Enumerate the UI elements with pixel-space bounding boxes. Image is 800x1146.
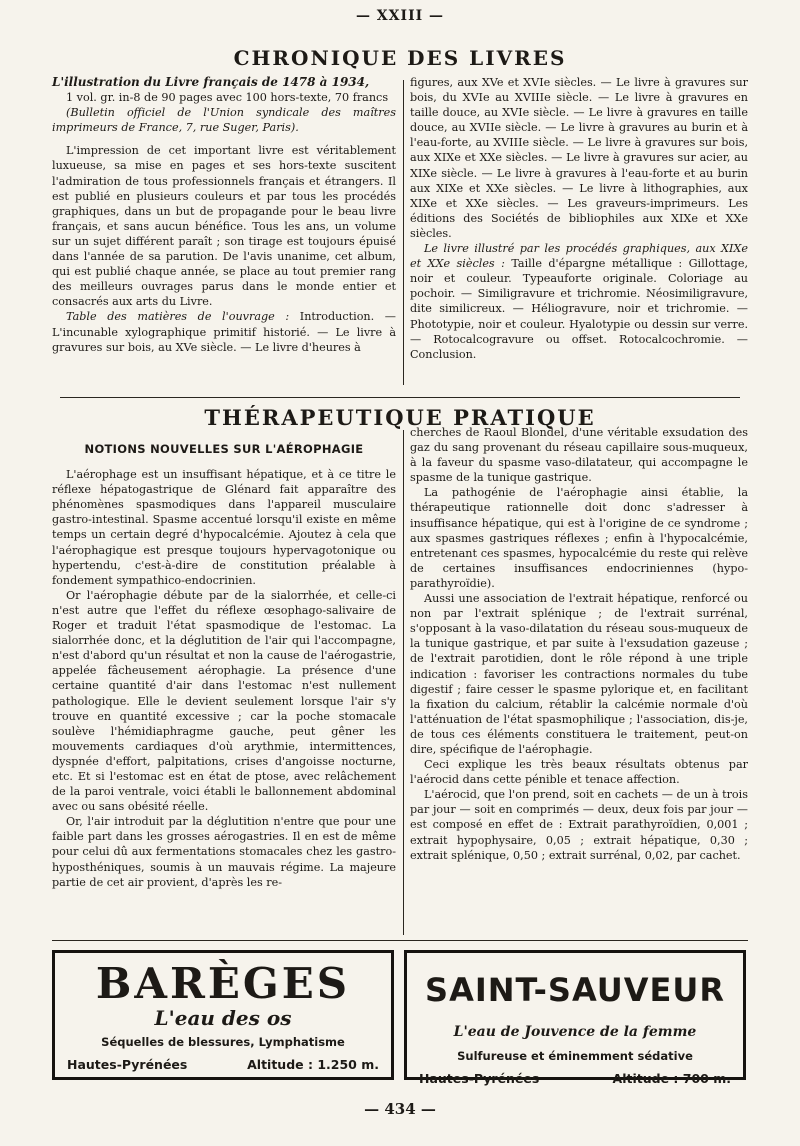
therapeutique-title: THÉRAPEUTIQUE PRATIQUE — [204, 405, 596, 430]
bareges-name: BARÈGES — [95, 959, 351, 1008]
book-title: L'illustration du Livre français de 1478 à 1934, — [52, 75, 370, 89]
ads-rule — [52, 940, 748, 941]
article-paragraph: Aussi une association de l'extrait hépatique, renforcé ou non par l'extrait splénique ; de l'extrait surrénal, s'opposant à la vaso-dilatation du réseau sous-muqueux de la tunique gastrique, et par suite à l'exsudation gazeuse ; de l'extrait parotidien, dont le rôle répond à une triple indication : favoriser les contractions normales du tube digestif ; faire cesser le spasme pylorique et, en facilitant la fixation du calcium, rétablir la calcémie normale d'où l'atténuation de l'état spasmophilique ; l'association, dis-je, de tous ces éléments constituera le traitement, peut-on dire, spécifique de l'aérophagie. — [410, 592, 748, 756]
chronique-title: CHRONIQUE DES LIVRES — [233, 46, 567, 70]
bareges-location-row — [55, 1057, 391, 1072]
column-divider — [403, 430, 404, 935]
book-details: 1 vol. gr. in-8 de 90 pages avec 100 hors-texte, 70 francs — [66, 91, 389, 105]
toc2-text: Taille d'épargne métallique : Gillottage, noir et couleur. Typeauforte originale. Coloriage au pochoir. — Similigravure et trichromie. Néosimiligravure, dite similicreux. — Héliogravure, noir et trichromie. — Phototypie, noir et couleur. Hyalotypie ou dessin sur verre. — Rotocalcogravure ou offset. Rotocalcochromie. — Conclusion. — [410, 257, 748, 361]
article-paragraph: La pathogénie de l'aérophagie ainsi établie, la thérapeutique rationnelle doit donc s'adresser à insuffisance hépatique, qui est à l'origine de ce syndrome ; aux spasmes gastriques réflexes ; enfin à l'hypocalcémie, entretenant ces spasmes, hypocalcémie du reste qui relève de certaines insuffisances endocriniennes (hypo-parathyroïdie). — [410, 486, 748, 590]
article-paragraph: L'aérocid, que l'on prend, soit en cachets — de un à trois par jour — soit en comprimés — deux, deux fois par jour — est composé en effet de : Extrait parathyroïdien, 0,001 ; extrait hypophysaire, 0,05 ; extrait hépatique, 0,30 ; extrait splénique, 0,50 ; extrait surrénal, 0,02, par cachet. — [410, 788, 748, 862]
saint-sauveur-name: SAINT-SAUVEUR — [425, 971, 725, 1009]
column-divider — [403, 80, 404, 385]
bareges-region: Hautes-Pyrénées — [67, 1057, 188, 1072]
toc-text-right: figures, aux XVe et XVIe siècles. — Le livre à gravures sur bois, du XVIe au XVIIIe siècle. — Le livre à gravures en taille douce, au XVIe siècle. — Le livre à gravures en taille douce, au XVIIe siècle. — Le livre à gravures au burin et à l'eau-forte, au XVIIIe siècle. — Le livre à gravures sur bois, aux XIXe et XXe siècles. — Le livre à gravures sur acier, au XIXe siècle. — Le livre à gravures à l'eau-forte et au burin aux XIXe et XXe siècles. — Le livre à lithographies, aux XIXe et XXe siècles. — Les graveurs-imprimeurs. Les éditions des Sociétés de bibliophiles aux XIXe et XXe siècles. — [410, 76, 748, 240]
roman-folio: — XXIII — — [355, 8, 445, 24]
toc-label: Table des matières de l'ouvrage : — [66, 310, 290, 324]
book-source: (Bulletin officiel de l'Union syndicale des maîtres imprimeurs de France, 7, rue Suger, Paris). — [52, 106, 396, 135]
page-number: — 434 — — [364, 1100, 436, 1118]
saint-sauveur-altitude: Altitude : 700 m. — [612, 1071, 731, 1086]
bareges-slogan: L'eau des os — [154, 1006, 292, 1030]
article-paragraph: cherches de Raoul Blondel, d'une véritable exsudation des gaz du sang provenant du réseau capillaire sous-muqueux, à la faveur du spasme vaso-dilatateur, qui accompagne le spasme de la tunique gastrique. — [410, 426, 748, 485]
article-paragraph: Or, l'air introduit par la déglutition n'entre que pour une faible part dans les grosses aérogastries. Il en est de même pour celui dû aux fermentations stomacales chez les gastro-hyposthéniques, soumis à un mauvais régime. La majeure partie de cet air provient, d'après les re- — [52, 815, 396, 889]
article-paragraph: Ceci explique les très beaux résultats obtenus par l'aérocid dans cette pénible et tenace affection. — [410, 758, 748, 787]
article-subtitle: NOTIONS NOUVELLES SUR L'AÉROPHAGIE — [84, 442, 364, 456]
saint-sauveur-indications: Sulfureuse et éminemment sédative — [457, 1049, 693, 1063]
section-rule — [60, 397, 740, 398]
article-paragraph: Or l'aérophagie débute par de la sialorrhée, et celle-ci n'est autre que l'effet du réflexe œsophago-salivaire de Roger et traduit l'état spasmodique de l'estomac. La sialorrhée donc, et la déglutition de l'air qui l'accompagne, n'est d'abord qu'un résultat et non la cause de l'aérogastrie, appelée fâcheusement aérophagie. La présence d'une certaine quantité d'air dans l'estomac n'est nullement pathologique. Elle le devient seulement lorsque l'air s'y trouve en quantité excessive ; car la poche stomacale soulève l'hémidiaphragme gauche, peut gêner les mouvements cardiaques d'où arythmie, intermittences, dyspnée d'effort, palpitations, crises d'angoisse nocturne, etc. Et si l'estomac est en état de ptose, avec relâchement de la paroi ventrale, voici établi le ballonnement abdominal avec ou sans obésité réelle. — [52, 588, 396, 814]
toc-text-left: Introduction. — L'incunable xylographique primitif historié. — Le livre à gravures sur bois, au XVe siècle. — Le livre d'heures à — [52, 310, 396, 354]
therapeutique-left-column — [52, 442, 396, 890]
bareges-indications: Séquelles de blessures, Lymphatisme — [101, 1035, 345, 1049]
saint-sauveur-advertisement — [404, 950, 746, 1086]
therapeutique-right-column — [410, 425, 748, 863]
chronique-left-column — [52, 75, 396, 355]
bareges-advertisement — [52, 950, 394, 1080]
article-paragraph: L'aérophage est un insuffisant hépatique, et à ce titre le réflexe hépatogastrique de Glénard fait apparaître des phénomènes spasmodiques dans l'appareil musculaire gastro-intestinal. Spasme accentué lorsqu'il existe en même temps un certain degré d'hypocalcémie. Ajoutez à cela que l'aérophagique est presque toujours hypervagotonique ou hypertendu, c'est-à-dire de constitution préalable à fondement sympathico-endocrinien. — [52, 468, 396, 587]
saint-sauveur-location-row — [407, 1071, 743, 1086]
chronique-right-column — [410, 75, 748, 362]
bareges-altitude: Altitude : 1.250 m. — [247, 1057, 379, 1072]
saint-sauveur-region: Hautes-Pyrénées — [419, 1071, 540, 1086]
saint-sauveur-slogan: L'eau de Jouvence de la femme — [453, 1024, 697, 1040]
toc2-label: Le livre illustré par les procédés graphiques, aux XIXe et XXe siècles : — [410, 242, 748, 271]
chronique-paragraph: L'impression de cet important livre est véritablement luxueuse, sa mise en pages et ses hors-texte suscitent l'admiration de tous professionnels français et étrangers. Il est publié en plusieurs couleurs et par tous les procédés graphiques, dans un but de propagande pour le beau livre français, et sans aucun bénéfice. Tous les ans, un volume sur un sujet différent paraît ; son tirage est toujours épuisé dans l'année de sa parution. De l'avis unanime, cet album, qui est publié chaque année, se place au tout premier rang des meilleurs ouvrages parus dans le monde entier et consacrés aux arts du Livre. — [52, 144, 396, 309]
